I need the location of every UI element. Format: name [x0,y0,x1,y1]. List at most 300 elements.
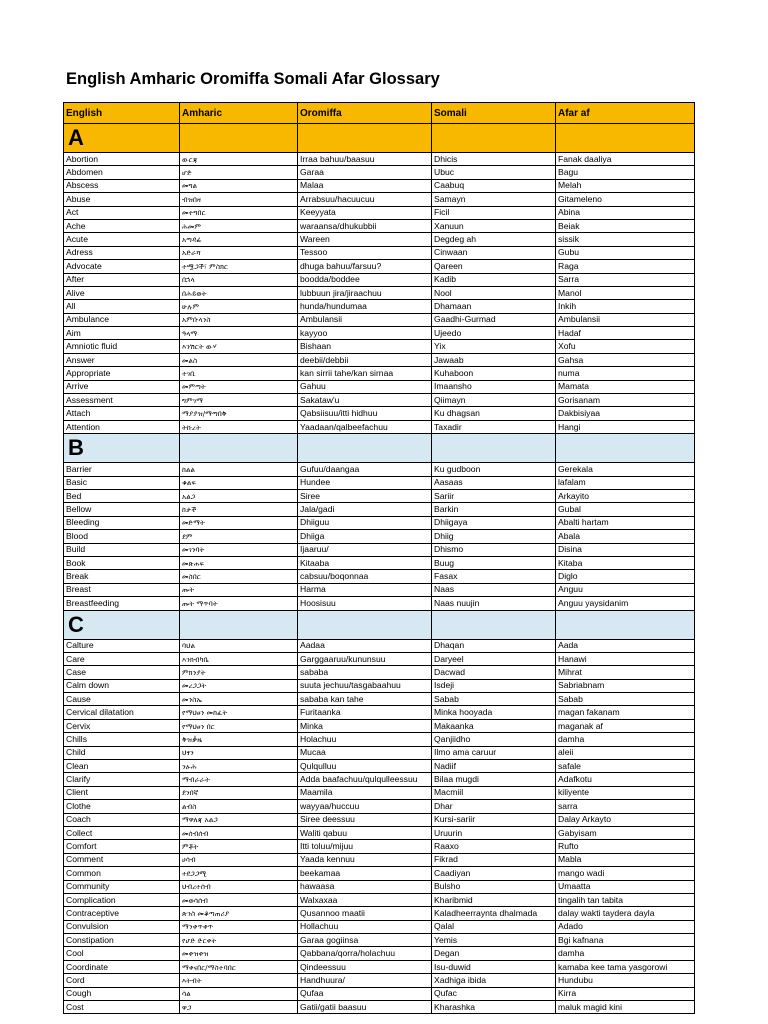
amharic-term: የማህፀን መከፈት [180,706,298,719]
oromiffa-term: Waliti qabuu [298,826,432,839]
oromiffa-term: Irraa bahuu/baasuu [298,153,432,166]
table-row [64,246,695,259]
somali-term: Macmiil [432,786,556,799]
english-term: Cost [64,1001,180,1014]
somali-term: Dhismo [432,543,556,556]
somali-term: Jawaab [432,353,556,366]
oromiffa-term: sababa [298,666,432,679]
amharic-term: ማያያዝ/ማጣበቅ [180,407,298,420]
english-term: Cool [64,947,180,960]
somali-term: Ilmo ama caruur [432,746,556,759]
amharic-term: ውርጃ [180,153,298,166]
table-row [64,666,695,679]
somali-term: Naas nuujin [432,597,556,610]
english-term: Cervical dilatation [64,706,180,719]
amharic-term: ማዋለጃ አልጋ [180,813,298,826]
somali-term: Minka hooyada [432,706,556,719]
afar-term: Sabab [556,693,695,706]
english-term: Book [64,556,180,569]
afar-term: Inkih [556,300,695,313]
oromiffa-term: lubbuun jira/jiraachuu [298,286,432,299]
table-row [64,153,695,166]
table-row [64,974,695,987]
table-row [64,380,695,393]
english-term: Act [64,206,180,219]
afar-term: Aada [556,639,695,652]
english-term: Chills [64,733,180,746]
oromiffa-term: Hollachuu [298,920,432,933]
afar-term: Rufto [556,840,695,853]
oromiffa-term: Aadaa [298,639,432,652]
table-row [64,570,695,583]
english-term: Break [64,570,180,583]
somali-term: Gaadhi-Gurmad [432,313,556,326]
amharic-term: ህፃን [180,746,298,759]
table-row [64,840,695,853]
somali-term: Ubuc [432,166,556,179]
oromiffa-term: Qabbana/qorra/holachuu [298,947,432,960]
oromiffa-term: Dhiiguu [298,516,432,529]
amharic-term: ደንበኛ [180,786,298,799]
table-row [64,313,695,326]
oromiffa-term: Garaa gogiinsa [298,934,432,947]
afar-term: Adafkotu [556,773,695,786]
english-term: Abuse [64,193,180,206]
oromiffa-term: Qufaa [298,987,432,1000]
table-row [64,340,695,353]
oromiffa-term: Gatii/gatii baasuu [298,1001,432,1014]
afar-term: Arkayito [556,489,695,502]
table-row [64,987,695,1000]
table-row [64,476,695,489]
english-term: Answer [64,353,180,366]
afar-term: Hangi [556,420,695,433]
table-row [64,193,695,206]
somali-term: Kadib [432,273,556,286]
english-term: Ache [64,219,180,232]
oromiffa-term: Holachuu [298,733,432,746]
oromiffa-term: Kitaaba [298,556,432,569]
english-term: Cervix [64,719,180,732]
amharic-term: ሕመም [180,219,298,232]
english-term: Arrive [64,380,180,393]
afar-term: Dakbisiyaa [556,407,695,420]
table-row [64,394,695,407]
amharic-term: አድራሻ [180,246,298,259]
section-header-row [64,124,695,153]
english-term: Clothe [64,800,180,813]
amharic-term: መተግበር [180,206,298,219]
amharic-term: ተገቢ [180,367,298,380]
oromiffa-term: Wareen [298,233,432,246]
afar-term: Xofu [556,340,695,353]
glossary-body [64,103,695,1014]
section-header-cell [432,124,556,153]
somali-term: Qareen [432,260,556,273]
table-row [64,652,695,665]
amharic-term: መልስ [180,353,298,366]
somali-term: Daryeel [432,652,556,665]
table-row [64,233,695,246]
afar-term: Abala [556,530,695,543]
table-row [64,206,695,219]
afar-term: Mihrat [556,666,695,679]
amharic-term: መንስኤ [180,693,298,706]
english-term: Case [64,666,180,679]
amharic-term: ባህል [180,639,298,652]
table-row [64,800,695,813]
somali-term: Dhiig [432,530,556,543]
english-term: Bleeding [64,516,180,529]
amharic-term: ሁሉም [180,300,298,313]
english-term: Amniotic fluid [64,340,180,353]
column-header-afar: Afar af [556,103,695,124]
oromiffa-term: Ambulansii [298,313,432,326]
table-row [64,556,695,569]
oromiffa-term: beekamaa [298,867,432,880]
table-row [64,706,695,719]
table-row [64,503,695,516]
somali-term: Bulsho [432,880,556,893]
english-term: Coordinate [64,960,180,973]
table-row [64,639,695,652]
amharic-term: ሳል [180,987,298,1000]
english-term: Cord [64,974,180,987]
afar-term: aleii [556,746,695,759]
somali-term: Raaxo [432,840,556,853]
afar-term: mango wadi [556,867,695,880]
english-term: Community [64,880,180,893]
english-term: Ambulance [64,313,180,326]
somali-term: Dhicis [432,153,556,166]
amharic-term: ሀሳብ [180,853,298,866]
amharic-term: ከልል [180,463,298,476]
oromiffa-term: Sakataw'u [298,394,432,407]
amharic-term: ደም [180,530,298,543]
afar-term: Umaatta [556,880,695,893]
oromiffa-term: Itti toluu/mijuu [298,840,432,853]
table-row [64,166,695,179]
amharic-term: ብዝበዛ [180,193,298,206]
afar-term: Disina [556,543,695,556]
oromiffa-term: Qabsiisuu/itti hidhuu [298,407,432,420]
somali-term: Kursi-sariir [432,813,556,826]
amharic-term: ቅዝቃዜ [180,733,298,746]
amharic-term: እንክብካቤ [180,652,298,665]
section-header-cell [180,610,298,639]
afar-term: Kitaba [556,556,695,569]
afar-term: numa [556,367,695,380]
table-row [64,273,695,286]
oromiffa-term: Hoosisuu [298,597,432,610]
afar-term: Hadaf [556,327,695,340]
english-term: Cough [64,987,180,1000]
english-term: Comment [64,853,180,866]
table-row [64,907,695,920]
table-row [64,530,695,543]
somali-term: Yix [432,340,556,353]
english-term: Abscess [64,179,180,192]
table-row [64,300,695,313]
english-term: Adress [64,246,180,259]
section-header-row [64,434,695,463]
table-row [64,733,695,746]
english-term: Barrier [64,463,180,476]
afar-term: Adado [556,920,695,933]
table-row [64,813,695,826]
english-term: Constipation [64,934,180,947]
table-header-row [64,103,695,124]
section-header-cell [298,124,432,153]
amharic-term: ማቀናበር/ማስተባበር [180,960,298,973]
somali-term: Samayn [432,193,556,206]
afar-term: Gerekala [556,463,695,476]
english-term: Blood [64,530,180,543]
english-term: Comfort [64,840,180,853]
amharic-term: ምቾት [180,840,298,853]
afar-term: Sarra [556,273,695,286]
oromiffa-term: Walxaxaa [298,893,432,906]
english-term: Common [64,867,180,880]
amharic-term: ማብራራት [180,773,298,786]
section-header-cell [298,610,432,639]
somali-term: Xanuun [432,219,556,232]
column-header-amharic: Amharic [180,103,298,124]
oromiffa-term: Siree [298,489,432,502]
afar-term: lafalam [556,476,695,489]
section-header-cell [432,610,556,639]
afar-term: Gabyisam [556,826,695,839]
afar-term: damha [556,733,695,746]
oromiffa-term: Hundee [298,476,432,489]
afar-term: Hundubu [556,974,695,987]
oromiffa-term: suuta jechuu/tasgabaahuu [298,679,432,692]
english-term: Collect [64,826,180,839]
oromiffa-term: Handhuura/ [298,974,432,987]
somali-term: Yemis [432,934,556,947]
oromiffa-term: Bishaan [298,340,432,353]
english-term: Coach [64,813,180,826]
table-row [64,463,695,476]
afar-term: tingalih tan tabita [556,893,695,906]
table-row [64,920,695,933]
somali-term: Bilaa mugdi [432,773,556,786]
amharic-term: አልጋ [180,489,298,502]
afar-term: Anguu [556,583,695,596]
english-term: Aim [64,327,180,340]
amharic-term: ጡት ማጥባት [180,597,298,610]
somali-term: Qanjiidho [432,733,556,746]
english-term: Abdomen [64,166,180,179]
oromiffa-term: hunda/hundumaa [298,300,432,313]
somali-term: Nool [432,286,556,299]
amharic-term: ጡት [180,583,298,596]
page-title: English Amharic Oromiffa Somali Afar Glossary [66,70,440,88]
afar-term: kiliyente [556,786,695,799]
table-row [64,516,695,529]
amharic-term: ከታች [180,503,298,516]
oromiffa-term: Minka [298,719,432,732]
table-row [64,719,695,732]
somali-term: Taxadir [432,420,556,433]
section-header-cell [298,434,432,463]
somali-term: Kharashka [432,1001,556,1014]
afar-term: Fanak daaliya [556,153,695,166]
afar-term: Ambulansii [556,313,695,326]
table-row [64,489,695,502]
afar-term: Beiak [556,219,695,232]
oromiffa-term: Qindeessuu [298,960,432,973]
afar-term: Gubu [556,246,695,259]
table-row [64,286,695,299]
afar-term: Diglo [556,570,695,583]
oromiffa-term: hawaasa [298,880,432,893]
oromiffa-term: Dhiiga [298,530,432,543]
afar-term: Sabriabnam [556,679,695,692]
english-term: Assessment [64,394,180,407]
amharic-term: መወሳሰብ [180,893,298,906]
afar-term: Bgi kafnana [556,934,695,947]
afar-term: Manol [556,286,695,299]
afar-term: sissik [556,233,695,246]
oromiffa-term: Siree deessuu [298,813,432,826]
afar-term: dalay wakti taydera dayla [556,907,695,920]
english-term: Client [64,786,180,799]
amharic-term: መስበር [180,570,298,583]
english-term: Calm down [64,679,180,692]
table-row [64,407,695,420]
somali-term: Kaladheerraynta dhalmada [432,907,556,920]
somali-term: Caabuq [432,179,556,192]
table-row [64,867,695,880]
afar-term: Bagu [556,166,695,179]
afar-term: maluk magid kini [556,1001,695,1014]
table-row [64,219,695,232]
oromiffa-term: Garaa [298,166,432,179]
afar-term: Abina [556,206,695,219]
amharic-term: ተደጋጋሚ [180,867,298,880]
somali-term: Ku gudboon [432,463,556,476]
english-term: Complication [64,893,180,906]
table-row [64,746,695,759]
somali-term: Dhiigaya [432,516,556,529]
somali-term: Degan [432,947,556,960]
somali-term: Ku dhagsan [432,407,556,420]
somali-term: Aasaas [432,476,556,489]
oromiffa-term: Yaada kennuu [298,853,432,866]
section-letter: A [64,124,180,153]
somali-term: Dhar [432,800,556,813]
oromiffa-term: Adda baafachuu/qulqulleessuu [298,773,432,786]
somali-term: Fasax [432,570,556,583]
somali-term: Qalal [432,920,556,933]
oromiffa-term: Keeyyata [298,206,432,219]
oromiffa-term: wayyaa/huccuu [298,800,432,813]
oromiffa-term: Mucaa [298,746,432,759]
english-term: Cause [64,693,180,706]
table-row [64,260,695,273]
oromiffa-term: Furitaanka [298,706,432,719]
english-term: Alive [64,286,180,299]
oromiffa-term: deebii/debbii [298,353,432,366]
amharic-term: ትኩረት [180,420,298,433]
amharic-term: ሆድ [180,166,298,179]
somali-term: Barkin [432,503,556,516]
english-term: Basic [64,476,180,489]
table-row [64,893,695,906]
somali-term: Isdeji [432,679,556,692]
somali-term: Naas [432,583,556,596]
somali-term: Ujeedo [432,327,556,340]
somali-term: Uruurin [432,826,556,839]
oromiffa-term: Malaa [298,179,432,192]
table-row [64,543,695,556]
table-row [64,597,695,610]
english-term: Appropriate [64,367,180,380]
amharic-term: መጽሐፍ [180,556,298,569]
afar-term: kamaba kee tama yasgorowi [556,960,695,973]
amharic-term: በኋላ [180,273,298,286]
table-row [64,826,695,839]
somali-term: Qiimayn [432,394,556,407]
amharic-term: የሆድ ድርቀት [180,934,298,947]
amharic-term: እንሽርት ውሃ [180,340,298,353]
table-row [64,420,695,433]
section-letter: C [64,610,180,639]
table-row [64,760,695,773]
afar-term: Mamata [556,380,695,393]
oromiffa-term: Qulqulluu [298,760,432,773]
oromiffa-term: Garggaaruu/kununsuu [298,652,432,665]
section-header-row [64,610,695,639]
oromiffa-term: Gahuu [298,380,432,393]
section-header-cell [432,434,556,463]
amharic-term: መድማት [180,516,298,529]
afar-term: damha [556,947,695,960]
english-term: Clean [64,760,180,773]
oromiffa-term: Tessoo [298,246,432,259]
english-term: Attention [64,420,180,433]
column-header-somali: Somali [432,103,556,124]
amharic-term: መግል [180,179,298,192]
afar-term: Dalay Arkayto [556,813,695,826]
section-header-cell [180,124,298,153]
oromiffa-term: cabsuu/boqonnaa [298,570,432,583]
afar-term: Gorisanam [556,394,695,407]
table-row [64,693,695,706]
amharic-term: ቁልፍ [180,476,298,489]
section-header-cell [180,434,298,463]
somali-term: Buug [432,556,556,569]
amharic-term: መቀዝቀዝ [180,947,298,960]
somali-term: Sariir [432,489,556,502]
english-term: Attach [64,407,180,420]
somali-term: Dhaqan [432,639,556,652]
oromiffa-term: dhuga bahuu/farsuu? [298,260,432,273]
somali-term: Makaanka [432,719,556,732]
afar-term: Melah [556,179,695,192]
somali-term: Kuhaboon [432,367,556,380]
amharic-term: በሕይወት [180,286,298,299]
oromiffa-term: Ijaaruu/ [298,543,432,556]
afar-term: safale [556,760,695,773]
oromiffa-term: waraansa/dhukubbii [298,219,432,232]
oromiffa-term: Yaadaan/qalbeefachuu [298,420,432,433]
oromiffa-term: Qusannoo maatii [298,907,432,920]
table-row [64,327,695,340]
table-row [64,179,695,192]
table-row [64,786,695,799]
